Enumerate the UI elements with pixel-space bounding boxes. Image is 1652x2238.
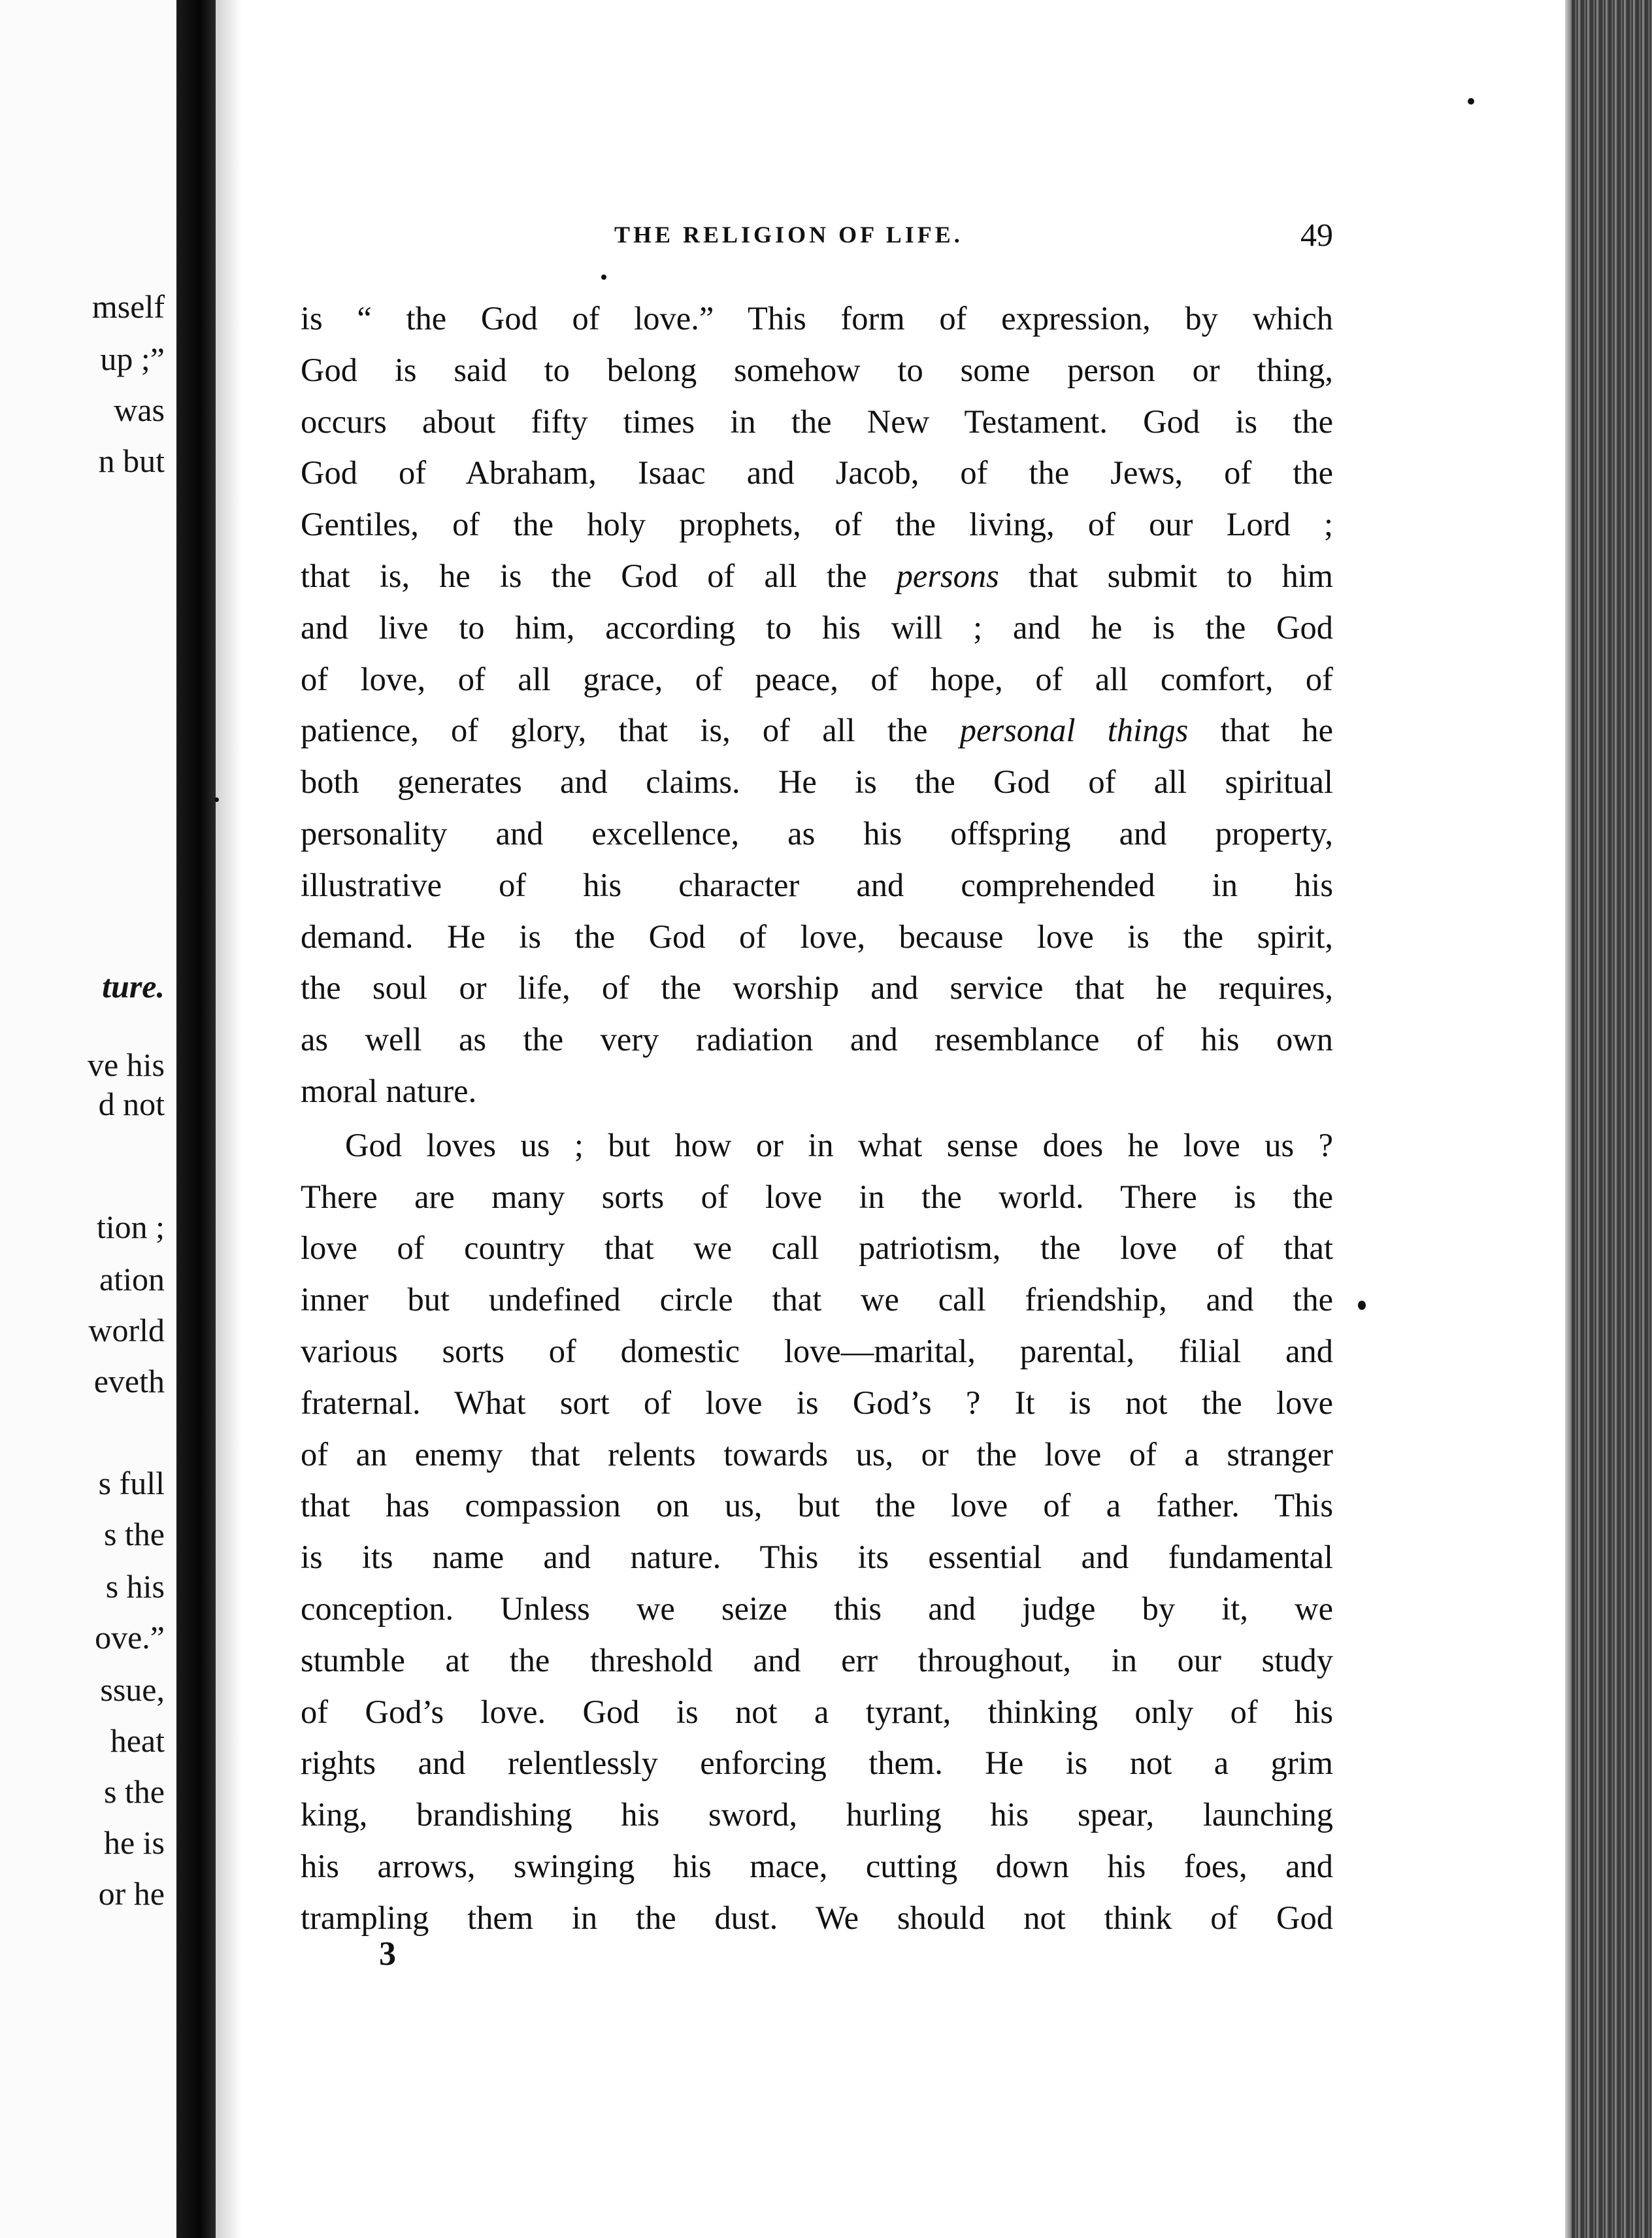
text-segment: that submit to him xyxy=(1028,557,1333,594)
left-page-fragment: eveth xyxy=(93,1363,165,1399)
text-line: his arrows, swinging his mace, cutting down his foes, and xyxy=(301,1847,1333,1884)
running-title: THE RELIGION OF LIFE. xyxy=(614,222,963,248)
gutter-shadow xyxy=(216,0,242,2238)
scan-speck xyxy=(214,797,219,802)
page-header xyxy=(614,216,1398,261)
text-line: personality and excellence, as his offspring and property, xyxy=(301,814,1333,852)
left-page-fragment: was xyxy=(114,392,165,428)
left-page-fragment: d not xyxy=(98,1086,165,1122)
text-line: love of country that we call patriotism, the love of that xyxy=(301,1229,1333,1267)
text-line: illustrative of his character and comprehended in his xyxy=(301,866,1333,903)
left-page-fragment: s the xyxy=(103,1773,165,1810)
page-body xyxy=(301,293,1333,1944)
text-line: God is said to belong somehow to some person or thing, xyxy=(301,351,1333,388)
text-line: of God’s love. God is not a tyrant, thinking only of his xyxy=(301,1693,1333,1730)
left-page-fragment: ove.” xyxy=(95,1619,165,1656)
text-line: stumble at the threshold and err throughout, in our study xyxy=(301,1641,1333,1678)
text-line: the soul or life, of the worship and service that he requires, xyxy=(301,969,1333,1007)
text-line: that has compassion on us, but the love of a father. This xyxy=(301,1487,1333,1524)
left-page-fragment: ssue, xyxy=(100,1671,165,1708)
text-line: both generates and claims. He is the God of all spiritual xyxy=(301,763,1333,801)
text-line: as well as the very radiation and resemblance of his own xyxy=(301,1021,1333,1058)
text-line: moral nature. xyxy=(301,1072,477,1109)
text-segment: that is, he is the God of all the xyxy=(301,557,867,594)
left-page-fragment: ture. xyxy=(102,968,165,1005)
text-line: fraternal. What sort of love is God’s ? It is not the love xyxy=(301,1384,1333,1421)
left-page-fragment: s full xyxy=(98,1465,165,1501)
text-line: There are many sorts of love in the world. There is the xyxy=(301,1178,1333,1215)
book-page-edges xyxy=(1572,0,1652,2238)
scan-speck xyxy=(1358,1301,1366,1310)
text-line: of an enemy that relents towards us, or the love of a stranger xyxy=(301,1435,1333,1473)
left-page-fragment: ation xyxy=(99,1261,165,1297)
text-line: various sorts of domestic love—marital, parental, filial and xyxy=(301,1332,1333,1369)
text-line-with-italic xyxy=(301,705,1333,756)
paragraph-2 xyxy=(301,1120,1333,1944)
italic-word: persons xyxy=(896,557,999,594)
book-gutter xyxy=(176,0,216,2238)
text-line: inner but undefined circle that we call friendship, and the xyxy=(301,1281,1333,1318)
left-page-fragment: mself xyxy=(91,288,165,325)
text-segment: patience, of glory, that is, of all the xyxy=(301,712,928,749)
text-line: is “ the God of love.” This form of expression, by which xyxy=(301,300,1333,337)
text-line: and live to him, according to his will ; and he is the God xyxy=(301,609,1333,646)
text-segment: that he xyxy=(1220,712,1333,749)
text-line: God of Abraham, Isaac and Jacob, of the Jews, of the xyxy=(301,454,1333,492)
left-page-fragment: world xyxy=(88,1312,165,1348)
text-line: occurs about fifty times in the New Testament. God is the xyxy=(301,403,1333,440)
left-page-fragment: up ;” xyxy=(100,341,165,377)
left-page-fragment: or he xyxy=(98,1875,165,1912)
scan-speck xyxy=(1468,98,1474,105)
text-line: Gentiles, of the holy prophets, of the living, of our Lord ; xyxy=(301,506,1333,543)
left-page-fragment: n but xyxy=(98,443,165,479)
text-line: of love, of all grace, of peace, of hope, of all comfort, of xyxy=(301,660,1333,697)
text-line: rights and relentlessly enforcing them. He is not a grim xyxy=(301,1745,1333,1782)
scan-speck xyxy=(601,275,606,280)
left-page-fragment: s the xyxy=(103,1516,165,1552)
text-line: trampling them in the dust. We should not think of God xyxy=(301,1899,1333,1936)
text-line: is its name and nature. This its essential and fundamental xyxy=(301,1539,1333,1576)
page-number: 49 xyxy=(1300,216,1333,253)
text-line: demand. He is the God of love, because love is the spirit, xyxy=(301,918,1333,955)
left-page-fragment: s his xyxy=(105,1568,165,1605)
paragraph-1 xyxy=(301,293,1333,1117)
left-page-fragment: heat xyxy=(110,1722,165,1759)
left-page-fragment: tion ; xyxy=(96,1209,165,1245)
left-page-fragment: he is xyxy=(103,1824,165,1861)
text-line: God loves us ; but how or in what sense does he love us ? xyxy=(345,1126,1333,1163)
text-line: conception. Unless we seize this and judge by it, we xyxy=(301,1590,1333,1627)
text-line: king, brandishing his sword, hurling his spear, launching xyxy=(301,1796,1333,1833)
italic-phrase: personal things xyxy=(959,712,1189,749)
signature-mark: 3 xyxy=(379,1935,396,1973)
left-facing-page xyxy=(0,0,176,2238)
text-line-with-italic xyxy=(301,550,1333,602)
left-page-fragment: ve his xyxy=(87,1046,165,1083)
